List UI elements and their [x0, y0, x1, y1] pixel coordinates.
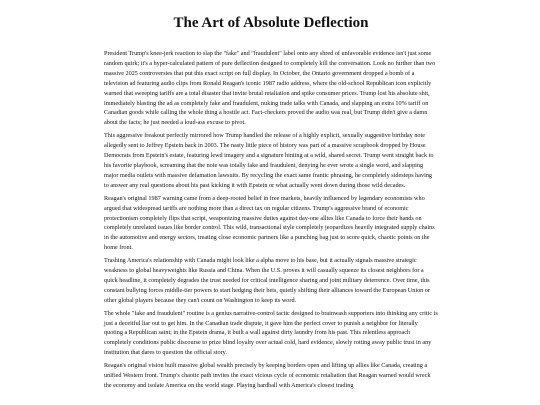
paragraph-2: This aggressive freakout perfectly mirrored how Trump handled the release of a highly explicit, sexually suggestive birthday note allegedly sent to Jeffrey Epstein back in 2003. The nasty little piece of history was part of a massive scrapbook dropped by House Democrats from Epstein's estate, featuring lewd imagery and a signature hinting at a wild, shared secret. Trump went straight back to his favorite playbook, screaming that the note was totally fake and fraudulent, denying he ever wrote a single word, and slapping major media outlets with massive defamation lawsuits. By recycling the exact same frantic phrasing, he completely sidesteps having to answer any real questions about his past kicking it with Epstein or what actually went down during those wild decades.	[104, 132, 434, 189]
document-page	[104, 0, 438, 394]
paragraph-5: The whole "fake and fraudulent" routine is a genius narrative-control tactic designed to brainwash supporters into thinking any critic is just a deceitful liar out to get him. In the Canadian trade dispute, it gave him the perfect cover to punish a neighbor for literally quoting a Republican saint; in the Epstein drama, it built a wall against dirty laundry from his past. This relentless approach completely conditions public discourse to prize blind loyalty over actual cold, hard evidence, slowly rotting away public trust in any institution that dares to question the official story.	[104, 309, 438, 357]
paragraph-4: Trashing America's relationship with Canada might look like a alpha move to his base, but it actually signals massive strategic weakness to global heavyweights like Russia and China. When the U.S. proves it will casually squeeze its closest neighbors for a quick headline, it completely degrades the trust needed for critical intelligence sharing and joint military deterrence. Over time, this constant bullying forces middle-tier powers to start hedging their bets, quietly shifting their alliances toward the European Union or other global players because they can't count on Washington to keep its word.	[104, 257, 430, 304]
paragraph-3: Reagan's original 1987 warning came from a deep-rooted belief in free markets, heavily influenced by legendary economists who argued that widespread tariffs are nothing more than a direct tax on regular citizens. Trump's aggressive brand of economic protectionism completely flips that script, weaponizing massive duties against day-one allies like Canada to force their hands on completely unrelated issues like border control. This wild, transactional style completely jeopardizes heavily integrated supply chains in the automotive and energy sectors, treating close economic partners like a punching bag just to score quick, chaotic points on the home front.	[104, 194, 435, 252]
article-body	[104, 49, 438, 391]
paragraph-6: Reagan's original vision built massive global wealth precisely by keeping borders open and lifting up allies like Canada, creating a unified Western front. Trump's chaotic path invites the exact vicious cycle of economic retaliation that Reagan warned would wreck the economy and isolate America on the world stage. Playing hardball with America's closest trading	[104, 362, 431, 389]
paragraph-1: President Trump's knee-jerk reaction to slap the "fake" and "fraudulent" label onto any shred of unfavorable evidence isn't just some random quirk; it's a hyper-calculated pattern of pure deflection designed to completely kill the conversation. Look no further than two massive 2025 controversies that put this exact script on full display. In October, the Ontario government dropped a bomb of a television ad featuring audio clips from Ronald Reagan's iconic 1987 radio address, where the old-school Republican icon explicitly warned that sweeping tariffs are a total disaster that invite brutal retaliation and spike consumer prices. Trump lost his absolute shit, immediately blasting the ad as completely fake and fraudulent, nuking trade talks with Canada, and slapping an extra 10% tariff on Canadian goods while calling the whole thing a hostile act. Fact-checkers proved the audio was real, but Trump didn't give a damn about the facts; he just needed a loud-ass excuse to pivot.	[104, 50, 436, 127]
article-title: The Art of Absolute Deflection	[173, 15, 369, 31]
